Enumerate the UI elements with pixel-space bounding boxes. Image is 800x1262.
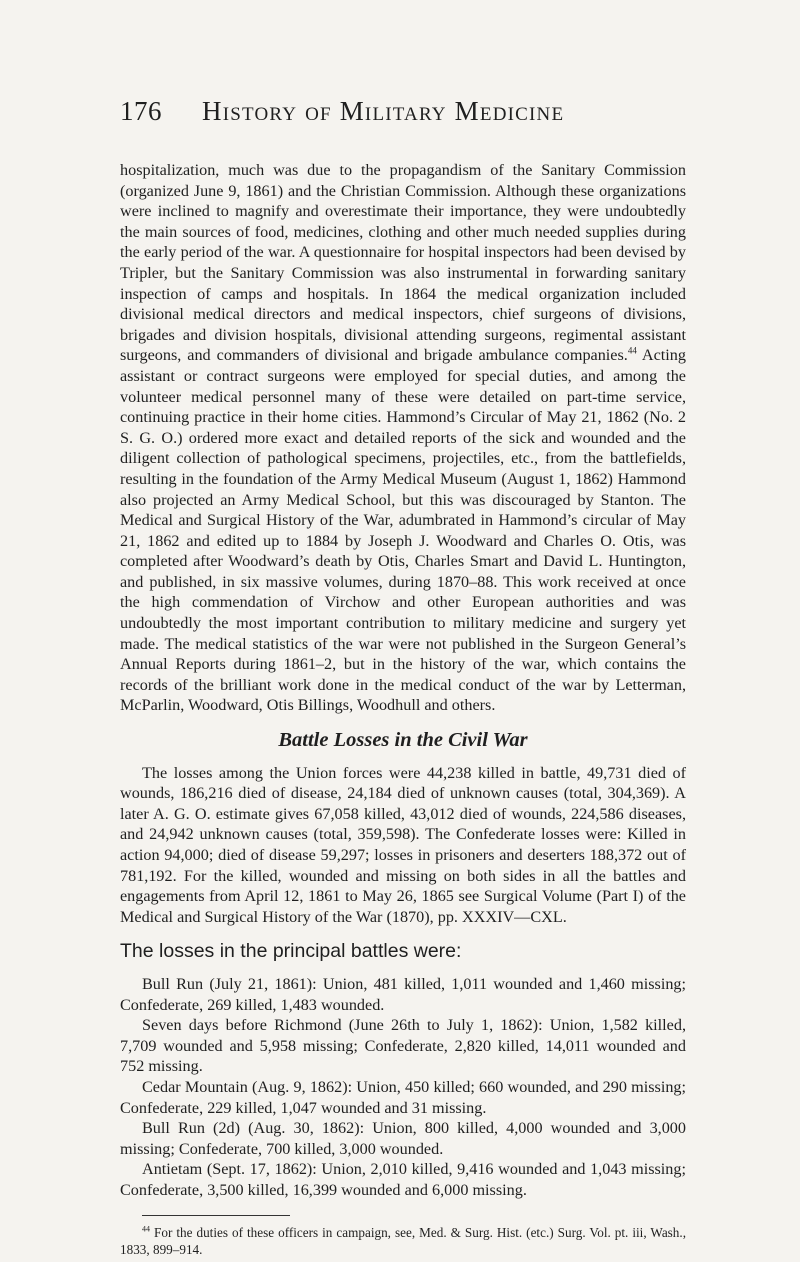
running-title: History of Military Medicine <box>202 96 565 126</box>
battle-entry: Seven days before Richmond (June 26th to July 1, 1862): Union, 1,582 killed, 7,709 wounded and 5,958 missing; Confederate, 2,820 killed, 14,011 wounded and 752 missing. <box>120 1016 686 1076</box>
paragraph-battle-losses: The losses among the Union forces were 44,238 killed in battle, 49,731 died of wounds, 186,216 died of disease, 24,184 died of unknown causes (total, 304,369). A later A. G. O. estimate gives 67,058 killed, 43,012 died of wounds, 224,586 diseases, and 24,942 unknown causes (total, 359,598). The Confederate losses were: Killed in action 94,000; died of disease 59,297; losses in prisoners and deserters 188,372 out of 781,192. For the killed, wounded and missing on both sides in all the battles and engagements from April 12, 1861 to May 26, 1865 see Surgical Volume (Part I) of the Medical and Surgical History of the War (1870), pp. XXXIV—CXL. <box>120 763 686 926</box>
paragraph-text: Acting assistant or contract surgeons were employed for special duties, and among the volunteer medical personnel many of these were detailed on part-time service, continuing practice in their home cities. Hammond’s Circular of May 21, 1862 (No. 2 S. G. O.) ordered more exact and detailed reports of the sick and wounded and the diligent collection of pathological specimens, projectiles, etc., from the battlefields, resulting in the foundation of the Army Medical Museum (August 1, 1862) Hammond also projected an Army Medical School, but this was discouraged by Stanton. The Medical and Surgical History of the War, adumbrated in Hammond’s circular of May 21, 1862 and edited up to 1884 by Joseph J. Woodward and Charles O. Otis, was completed after Woodward’s death by Otis, Charles Smart and David L. Huntington, and published, in six massive volumes, during 1870–88. This work received at once the high commendation of Virchow and other European authorities and was undoubtedly the most important contribution to military medicine and surgery yet made. The medical statistics of the war were not published in the Surgeon General’s Annual Reports during 1861–2, but in the history of the war, which contains the records of the brilliant work done in the medical conduct of the war by Letterman, McParlin, Woodward, Otis Billings, Woodhull and others. <box>120 346 686 715</box>
battles-subheading: The losses in the principal battles were: <box>120 940 462 963</box>
page-number: 176 <box>120 96 162 126</box>
battle-entry: Antietam (Sept. 17, 1862): Union, 2,010 killed, 9,416 wounded and 1,043 missing; Confederate, 3,500 killed, 16,399 wounded and 6,000 missing. <box>120 1160 686 1199</box>
section-heading: Battle Losses in the Civil War <box>278 729 528 752</box>
footnote-reference[interactable]: 44 <box>627 345 637 356</box>
battle-list <box>120 974 686 1201</box>
footnote <box>120 1224 686 1258</box>
footnote-text: For the duties of these officers in campaign, see, Med. & Surg. Hist. (etc.) Surg. Vol. pt. iii, Wash., 1833, 899–914. <box>120 1224 686 1257</box>
battle-entry: Bull Run (2d) (Aug. 30, 1862): Union, 800 killed, 4,000 wounded and 3,000 missing; Confederate, 700 killed, 3,000 wounded. <box>120 1119 686 1158</box>
footnote-divider <box>142 1215 290 1216</box>
battle-entry: Cedar Mountain (Aug. 9, 1862): Union, 450 killed; 660 wounded, and 290 missing; Confederate, 229 killed, 1,047 wounded and 31 missing. <box>120 1077 686 1117</box>
paragraph-text: hospitalization, much was due to the propagandism of the Sanitary Commission (organized June 9, 1861) and the Christian Commission. Although these organizations were inclined to magnify and overestimate their importance, they were undoubtedly the main sources of food, medicines, clothing and other much needed supplies during the early period of the war. A questionnaire for hospital inspectors had been devised by Tripler, but the Sanitary Commission was also instrumental in forwarding sanitary inspection of camps and hospitals. In 1864 the medical organization included divisional medical directors and medical inspectors, chief surgeons of divisions, brigades and division hospitals, divisional attending surgeons, regimental assistant surgeons, and commanders of divisional and brigade ambulance companies. <box>120 161 686 365</box>
paragraph-continued <box>120 160 686 716</box>
running-header <box>120 96 686 136</box>
book-page <box>120 96 686 1258</box>
body-text <box>120 160 686 1258</box>
battle-entry: Bull Run (July 21, 1861): Union, 481 killed, 1,011 wounded and 1,460 missing; Confederate, 269 killed, 1,483 wounded. <box>120 974 686 1014</box>
footnote-marker: 44 <box>142 1224 150 1234</box>
